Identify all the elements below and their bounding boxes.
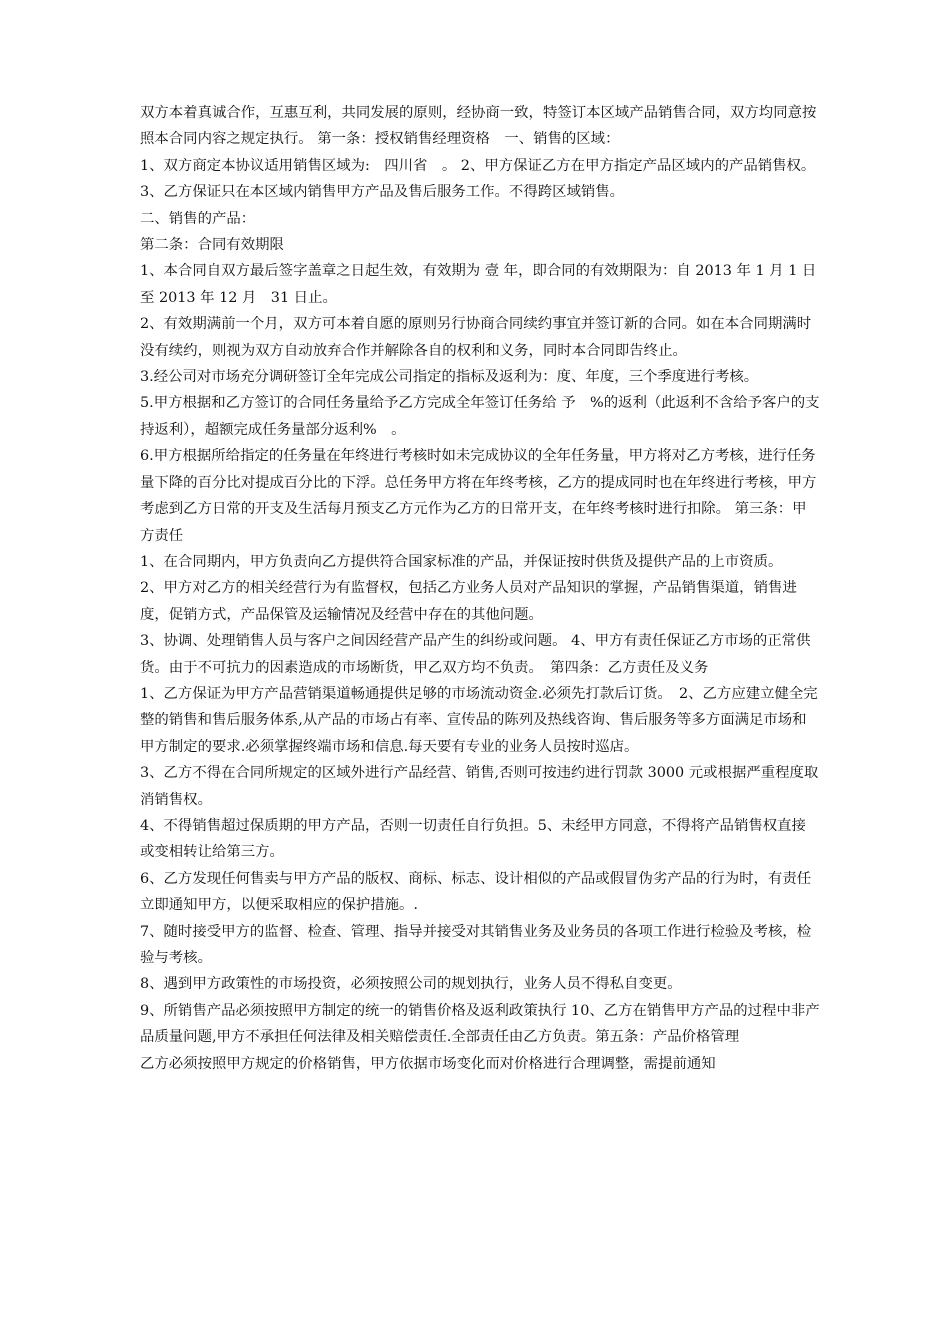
- paragraph-annual-assessment: 6.甲方根据所给指定的任务量在年终进行考核时如未完成协议的全年任务量，甲方将对乙方考核，进行任务量下降的百分比对提成百分比的下浮。总任务甲方将在年终考核，乙方的提成同时也在年终进行考核，甲方考虑到乙方日常的开支及生活每月预支乙方元作为乙方的日常开支，在年终考核时进行扣除。 第三条：甲方责任: [140, 448, 817, 544]
- paragraph-expired-products: 4、不得销售超过保质期的甲方产品，否则一切责任自行负担。5、未经甲方同意，不得将产品销售权直接或变相转让给第三方。: [140, 817, 806, 861]
- paragraph-region-restriction: 3、乙方保证只在本区域内销售甲方产品及售后服务工作。不得跨区域销售。: [140, 184, 625, 201]
- paragraph-preamble: 双方本着真诚合作，互惠互利，共同发展的原则，经协商一致，特签订本区域产品销售合同，双方均同意按照本合同内容之规定执行。 第一条：授权销售经理资格 一、销售的区域：: [140, 105, 817, 148]
- paragraph-party-b-funds: 1、乙方保证为甲方产品营销渠道畅通提供足够的市场流动资金.必须先打款后订货。 2、乙方应建立健全完整的销售和售后服务体系,从产品的市场占有率、宣传品的陈列及热线咨询、售后服务等多方面满足市场和甲方制定的要求.必须掌握终端市场和信息.每天要有专业的业务人员按时巡店。: [140, 685, 818, 755]
- paragraph-policy-investment: 8、遇到甲方政策性的市场投资，必须按照公司的规划执行，业务人员不得私自变更。: [140, 976, 682, 993]
- paragraph-counterfeit-reporting: 6、乙方发现任何售卖与甲方产品的版权、商标、标志、设计相似的产品或假冒伪劣产品的行为时，有责任立即通知甲方，以便采取相应的保护措施。.: [140, 870, 812, 914]
- paragraph-sales-region: 1、双方商定本协议适用销售区域为: 四川省 。 2、甲方保证乙方在甲方指定产品区域内的产品销售权。: [140, 157, 816, 174]
- paragraph-validity-period: 1、本合同自双方最后签字盖章之日起生效，有效期为 壹 年，即合同的有效期限为：自 2013 年 1 月 1 日至 2013 年 12 月 31 日止。: [140, 263, 817, 306]
- paragraph-dispute-handling: 3、协调、处理销售人员与客户之间因经营产品产生的纠纷或问题。 4、甲方有责任保证乙方市场的正常供货。由于不可抗力的因素造成的市场断货，甲乙双方均不负责。 第四条：乙方责任及义务: [140, 633, 811, 676]
- paragraph-party-a-supply: 1、在合同期内，甲方负责向乙方提供符合国家标准的产品，并保证按时供货及提供产品的上市资质。: [140, 553, 783, 570]
- paragraph-pricing-policy: 9、所销售产品必须按照甲方制定的统一的销售价格及返利政策执行 10、乙方在销售甲方产品的过程中非产品质量问题,甲方不承担任何法律及相关赔偿责任.全部责任由乙方负责。第五条：产品价格管理: [140, 1002, 820, 1046]
- heading-article-2: 第二条：合同有效期限: [140, 237, 284, 254]
- document-page: [140, 100, 820, 1077]
- paragraph-targets-rebates: 3.经公司对市场充分调研签订全年完成公司指定的指标及返利为：度、年度，三个季度进行考核。: [140, 369, 759, 386]
- paragraph-party-a-supervision: 2、甲方对乙方的相关经营行为有监督权，包括乙方业务人员对产品知识的掌握，产品销售渠道，销售进度，促销方式，产品保管及运输情况及经营中存在的其他问题。: [140, 580, 797, 623]
- paragraph-renewal: 2、有效期满前一个月，双方可本着自愿的原则另行协商合同续约事宜并签订新的合同。如在本合同期满时没有续约，则视为双方自动放弃合作并解除各自的权利和义务，同时本合同即告终止。: [140, 316, 812, 359]
- paragraph-price-management: 乙方必须按照甲方规定的价格销售，甲方依据市场变化而对价格进行合理调整，需提前通知: [140, 1055, 716, 1072]
- paragraph-supervision-acceptance: 7、随时接受甲方的监督、检查、管理、指导并接受对其销售业务及业务员的各项工作进行检验及考核，检验与考核。: [140, 923, 812, 966]
- paragraph-party-b-territory: 3、乙方不得在合同所规定的区域外进行产品经营、销售,否则可按违约进行罚款 3000 元或根据严重程度取消销售权。: [140, 765, 819, 808]
- heading-sales-products: 二、销售的产品：: [140, 210, 256, 227]
- paragraph-rebate-percent: 5.甲方根据和乙方签订的合同任务量给予乙方完成全年签订任务给 予 %的返利（此返利不含给予客户的支持返利），超额完成任务量部分返利% 。: [140, 395, 820, 438]
